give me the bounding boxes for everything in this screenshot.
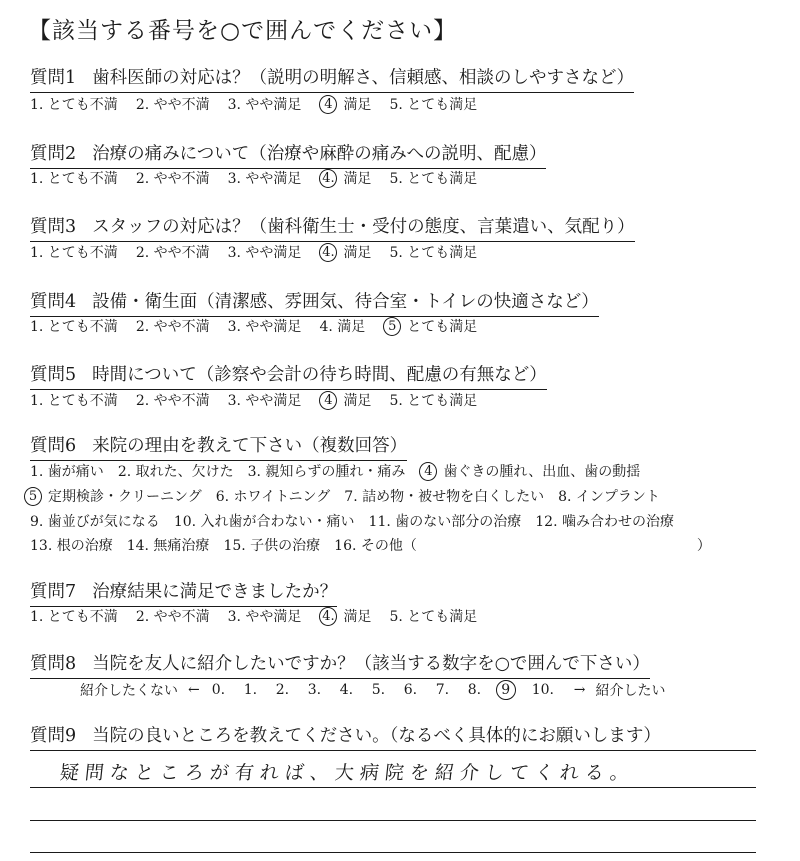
reason-3[interactable] [248, 461, 406, 481]
option-label: 1. とても不満 [30, 171, 118, 187]
option-label: 2. やや不満 [135, 245, 210, 261]
question-4-options [30, 316, 495, 336]
option-label: 8. インプラント [558, 489, 660, 505]
option-label: 3. やや満足 [227, 245, 302, 261]
reason-4-circled[interactable] [419, 461, 640, 481]
option-2[interactable] [136, 390, 210, 410]
option-label: 3. やや満足 [227, 609, 302, 625]
writing-line [30, 787, 756, 788]
question-6-row-2 [24, 486, 674, 506]
scale-left-label: 紹介したくない [80, 683, 178, 699]
option-4-circled[interactable] [319, 168, 371, 188]
question-text: 治療の痛みについて（治療や麻酔の痛みへの説明、配慮） [92, 144, 547, 164]
option-label: 1. とても不満 [30, 97, 118, 113]
question-3-title [30, 213, 635, 242]
option-1[interactable] [30, 390, 118, 410]
question-number: 質問4 [30, 292, 77, 312]
scale-value[interactable]: 5. [371, 682, 386, 698]
option-label: 6. ホワイトニング [215, 489, 331, 505]
option-4-circled[interactable] [319, 94, 371, 114]
question-number: 質問9 [30, 726, 77, 746]
option-label: 14. 無痛治療 [126, 538, 210, 554]
question-text: 来院の理由を教えて下さい（複数回答） [92, 436, 408, 456]
question-text: 時間について（診察や会計の待ち時間、配慮の有無など） [92, 365, 547, 385]
circled-number: 9 [496, 680, 516, 700]
option-label: 1. 歯が痛い [30, 464, 104, 480]
option-2[interactable] [136, 242, 210, 262]
scale-value[interactable]: 1. [243, 682, 258, 698]
option-1[interactable] [30, 94, 118, 114]
closing-paren: ） [696, 538, 711, 554]
question-6-title [30, 432, 407, 461]
option-label: 3. やや満足 [227, 97, 302, 113]
option-label: 1. とても不満 [30, 609, 118, 625]
question-number: 質問5 [30, 365, 77, 385]
question-text: 当院を友人に紹介したいですか？（該当する数字を○で囲んで下さい） [92, 654, 650, 674]
option-label: 12. 噛み合わせの治療 [535, 514, 674, 530]
option-label: 15. 子供の治療 [223, 538, 321, 554]
question-text: 当院の良いところを教えてください。（なるべく具体的にお願いします） [92, 726, 661, 746]
question-number: 質問3 [30, 217, 77, 237]
reason-1[interactable] [30, 461, 104, 481]
option-label: 歯ぐきの腫れ、出血、歯の動揺 [443, 464, 641, 480]
scale-value[interactable]: 10. [531, 682, 554, 698]
writing-line [30, 852, 756, 853]
question-text: スタッフの対応は？（歯科衛生士・受付の態度、言葉遣い、気配り） [92, 217, 635, 237]
option-label: 5. とても満足 [389, 609, 478, 625]
question-5-title [30, 361, 547, 390]
option-5[interactable] [389, 606, 477, 626]
scale-value[interactable]: 7. [435, 682, 450, 698]
option-label: 満足 [343, 97, 372, 113]
option-label: 満足 [343, 393, 372, 409]
scale-value[interactable]: 0. [211, 682, 226, 698]
question-number: 質問7 [30, 582, 77, 602]
scale-value[interactable]: 2. [275, 682, 290, 698]
option-4[interactable] [319, 316, 365, 336]
option-label: 1. とても不満 [30, 393, 118, 409]
option-label: 5. とても満足 [389, 171, 478, 187]
question-text: 治療結果に満足できましたか？ [92, 582, 338, 602]
option-3[interactable] [228, 242, 302, 262]
question-8-title [30, 650, 650, 679]
question-4-title [30, 288, 599, 317]
option-label: 2. やや不満 [135, 609, 210, 625]
reason-2[interactable] [118, 461, 234, 481]
option-label: 満足 [343, 171, 372, 187]
question-text: 歯科医師の対応は？（説明の明解さ、信頼感、相談のしやすさなど） [92, 68, 634, 88]
option-5[interactable] [389, 168, 477, 188]
option-3[interactable] [228, 390, 302, 410]
circled-number: 4. [319, 243, 337, 262]
question-3-options [30, 242, 495, 262]
question-number: 質問2 [30, 144, 77, 164]
option-5[interactable] [389, 94, 477, 114]
question-text: 設備・衛生面（清潔感、雰囲気、待合室・トイレの快適さなど） [92, 292, 599, 312]
option-3[interactable] [228, 316, 302, 336]
question-7-options [30, 606, 495, 626]
option-4-circled[interactable] [319, 606, 371, 626]
reason-5-circled[interactable] [24, 486, 202, 506]
question-5-options [30, 390, 495, 410]
scale-value[interactable]: 8. [467, 682, 482, 698]
option-1[interactable] [30, 242, 118, 262]
question-9-title [30, 722, 661, 747]
recommend-scale [74, 680, 671, 700]
question-2-options [30, 168, 495, 188]
scale-value[interactable]: 6. [403, 682, 418, 698]
right-arrow-icon: → [573, 682, 586, 698]
option-label: 5. とても満足 [389, 393, 478, 409]
reason-8[interactable] [558, 486, 660, 506]
option-2[interactable] [136, 168, 210, 188]
option-label: 3. やや満足 [227, 319, 302, 335]
option-1[interactable] [30, 606, 118, 626]
reason-12[interactable] [535, 511, 674, 531]
option-label: 10. 入れ歯が合わない・痛い [173, 514, 355, 530]
option-5[interactable] [389, 390, 477, 410]
circled-number: 4. [319, 607, 337, 626]
question-2-title [30, 140, 546, 169]
option-label: 5. とても満足 [389, 245, 478, 261]
option-label: とても満足 [407, 319, 478, 335]
circled-number: 4 [419, 462, 437, 481]
question-6-row-3 [30, 511, 688, 531]
reason-6[interactable] [216, 486, 331, 506]
option-label: 2. 取れた、欠けた [117, 464, 234, 480]
question-6-row-4 [30, 535, 725, 555]
question-7-title [30, 578, 337, 607]
reason-14[interactable] [127, 535, 210, 555]
writing-line [30, 750, 756, 751]
circled-number: 5 [383, 317, 401, 336]
option-label: 1. とても不満 [30, 245, 118, 261]
option-label: 4. 満足 [319, 319, 366, 335]
option-label: 定期検診・クリーニング [48, 489, 202, 505]
left-arrow-icon: ← [188, 682, 200, 698]
option-5[interactable] [389, 242, 477, 262]
option-label: 満足 [343, 609, 372, 625]
reason-10[interactable] [174, 511, 355, 531]
handwritten-answer[interactable]: 疑問なところが有れば、大病院を紹介してくれる。 [58, 762, 637, 784]
circled-number: 4. [319, 169, 337, 188]
option-3[interactable] [228, 94, 302, 114]
option-label: 2. やや不満 [135, 171, 210, 187]
option-label: 9. 歯並びが気になる [30, 514, 160, 530]
question-number: 質問1 [30, 68, 77, 88]
question-1-title [30, 64, 634, 93]
option-label: 1. とても不満 [30, 319, 118, 335]
circled-number: 4 [319, 391, 337, 410]
option-label: 3. 親知らずの腫れ・痛み [247, 464, 406, 480]
option-4-circled[interactable] [319, 390, 371, 410]
option-label: 3. やや満足 [227, 171, 302, 187]
question-number: 質問8 [30, 654, 77, 674]
option-label: 13. 根の治療 [30, 538, 113, 554]
scale-value[interactable]: 3. [307, 682, 322, 698]
option-label: 2. やや不満 [135, 319, 210, 335]
option-1[interactable] [30, 316, 118, 336]
scale-value[interactable]: 4. [339, 682, 354, 698]
option-3[interactable] [228, 168, 302, 188]
option-3[interactable] [228, 606, 302, 626]
option-2[interactable] [136, 94, 210, 114]
option-1[interactable] [30, 168, 118, 188]
option-4-circled[interactable] [319, 242, 371, 262]
option-label: 11. 歯のない部分の治療 [368, 514, 522, 530]
reason-7[interactable] [344, 486, 544, 506]
option-label: 5. とても満足 [389, 97, 478, 113]
reason-15[interactable] [223, 535, 320, 555]
question-6-row-1 [30, 461, 654, 481]
option-5-circled[interactable] [383, 316, 477, 336]
circled-number: 4 [319, 95, 337, 114]
reason-16[interactable] [334, 535, 711, 555]
reason-13[interactable] [30, 535, 113, 555]
form-header: 【該当する番号を○で囲んでください】 [28, 18, 458, 44]
question-number: 質問6 [30, 436, 77, 456]
option-label: 満足 [343, 245, 372, 261]
option-2[interactable] [136, 316, 210, 336]
scale-value-circled[interactable] [500, 680, 532, 700]
option-label: 2. やや不満 [135, 97, 210, 113]
circled-number: 5 [24, 487, 42, 506]
option-label: 3. やや満足 [227, 393, 302, 409]
question-1-options [30, 94, 495, 114]
option-label: 2. やや不満 [135, 393, 210, 409]
option-label: 7. 詰め物・被せ物を白くしたい [344, 489, 545, 505]
scale-right-label: 紹介したい [595, 683, 666, 699]
option-2[interactable] [136, 606, 210, 626]
reason-11[interactable] [369, 511, 522, 531]
option-label: 16. その他（ [334, 538, 417, 554]
reason-9[interactable] [30, 511, 160, 531]
writing-line [30, 820, 756, 821]
